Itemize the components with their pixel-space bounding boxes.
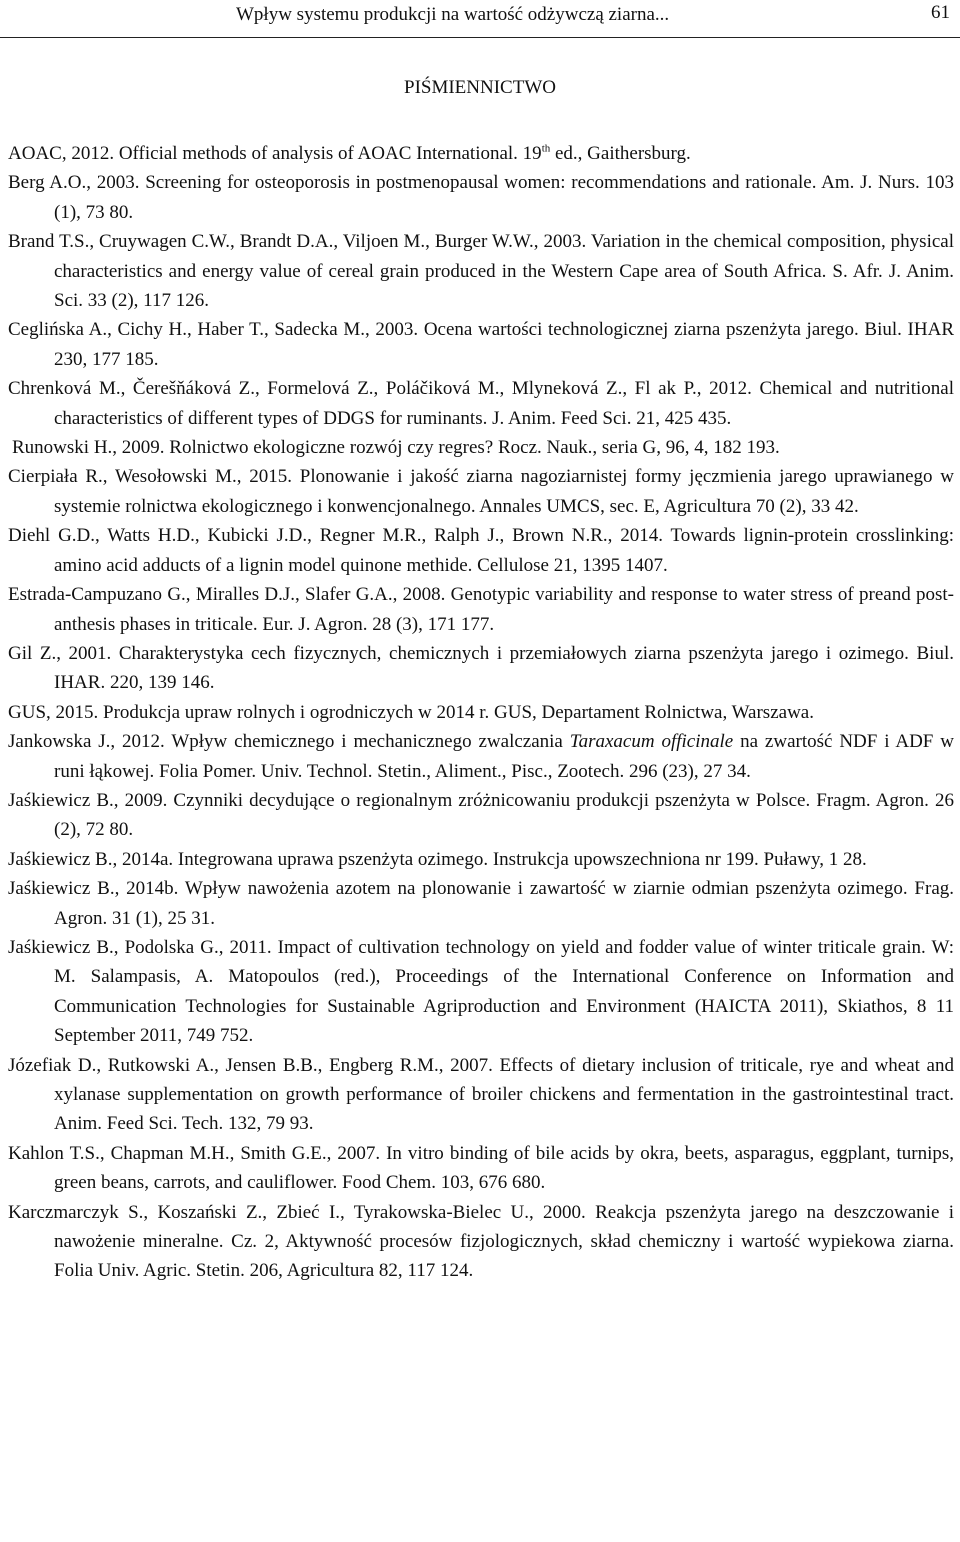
reference-jankowska-species: Taraxacum officinale bbox=[569, 731, 734, 753]
reference-diehl: Diehl G.D., Watts H.D., Kubicki J.D., Regner M.R., Ralph J., Brown N.R., 2014. Towards lignin-protein crosslinking: amino acid adducts of a lignin model quinone methide. Cellulose 21, 1395 1407. bbox=[8, 525, 954, 576]
reference-brand: Brand T.S., Cruywagen C.W., Brandt D.A., Viljoen M., Burger W.W., 2003. Variation in the chemical composition, physical characteristics and energy value of cereal grain produced in the Western Cape area of South Africa. S. Afr. J. Anim. Sci. 33 (2), 117 126. bbox=[8, 231, 954, 312]
reference-berg: Berg A.O., 2003. Screening for osteoporosis in postmenopausal women: recommendations and rationale. Am. J. Nurs. 103 (1), 73 80. bbox=[8, 172, 954, 223]
running-header bbox=[0, 0, 960, 38]
reference-jankowska bbox=[8, 727, 954, 786]
reference-runowski: Runowski H., 2009. Rolnictwo ekologiczne rozwój czy regres? Rocz. Nauk., seria G, 96, 4, 182 193. bbox=[12, 437, 780, 459]
reference-jankowska-tail: na zwartość NDF i ADF w runi łąkowej. Folia Pomer. Univ. Technol. Stetin., Aliment., Pisc., Zootech. 296 (23), 27 34. bbox=[54, 731, 954, 782]
reference-jozefiak: Józefiak D., Rutkowski A., Jensen B.B., Engberg R.M., 2007. Effects of dietary inclusion of triticale, rye and wheat and xylanase supplementation on growth performance of broiler chickens and fermentation in the gastrointestinal tract. Anim. Feed Sci. Tech. 132, 79 93. bbox=[8, 1054, 954, 1135]
reference-aoac-tail: ed., Gaithersburg. bbox=[550, 143, 691, 164]
reference-chrenkova: Chrenková M., Čerešňáková Z., Formelová Z., Poláčiková M., Mlyneková Z., Fl ak P., 2012. Chemical and nutritional characteristics of different types of DDGS for ruminants. J. Anim. Feed Sci. 21, 425 435. bbox=[8, 378, 954, 429]
reference-aoac-superscript: th bbox=[541, 142, 551, 155]
reference-cierpiala: Cierpiała R., Wesołowski M., 2015. Plonowanie i jakość ziarna nagoziarnistej formy jęczmienia jarego uprawianego w systemie rolnictwa ekologicznego i konwencjonalnego. Annales UMCS, sec. E, Agricultura 70 (2), 33 42. bbox=[8, 466, 954, 517]
running-title: Wpływ systemu produkcji na wartość odżywczą ziarna... bbox=[236, 4, 670, 25]
reference-kahlon: Kahlon T.S., Chapman M.H., Smith G.E., 2007. In vitro binding of bile acids by okra, beets, asparagus, eggplant, turnips, green beans, carrots, and cauliflower. Food Chem. 103, 676 680. bbox=[8, 1142, 954, 1194]
reference-aoac bbox=[8, 139, 954, 168]
reference-gil: Gil Z., 2001. Charakterystyka cech fizycznych, chemicznych i przemiałowych ziarna pszenżyta jarego i ozimego. Biul. IHAR. 220, 139 146. bbox=[8, 642, 954, 694]
reference-jaskiewicz-podolska: Jaśkiewicz B., Podolska G., 2011. Impact of cultivation technology on yield and fodder value of winter triticale grain. W: M. Salampasis, A. Matopoulos (red.), Proceedings of the International Conference on Information and Communication Technologies for Sustainable Agriproduction and Environment (HAICTA 2011), Skiathos, 8 11 September 2011, 749 752. bbox=[8, 936, 954, 1047]
reference-jaskiewicz-2009: Jaśkiewicz B., 2009. Czynniki decydujące o regionalnym zróżnicowaniu produkcji pszenżyta w Polsce. Fragm. Agron. 26 (2), 72 80. bbox=[8, 789, 954, 841]
reference-jankowska-text: Jankowska J., 2012. Wpływ chemicznego i mechanicznego zwalczania bbox=[8, 731, 570, 753]
reference-estrada: Estrada-Campuzano G., Miralles D.J., Slafer G.A., 2008. Genotypic variability and response to water stress of preand post-anthesis phases in triticale. Eur. J. Agron. 28 (3), 171 177. bbox=[8, 584, 954, 635]
reference-ceglinska: Ceglińska A., Cichy H., Haber T., Sadecka M., 2003. Ocena wartości technologicznej ziarna pszenżyta jarego. Biul. IHAR 230, 177 185. bbox=[8, 319, 954, 370]
section-title: PIŚMIENNICTWO bbox=[404, 77, 556, 98]
reference-karczmarczyk: Karczmarczyk S., Koszański Z., Zbieć I., Tyrakowska-Bielec U., 2000. Reakcja pszenżyta jarego na deszczowanie i nawożenie mineralne. Cz. 2, Aktywność procesów fizjologicznych, skład chemiczny i wartość wypiekowa ziarna. Folia Univ. Agric. Stetin. 206, Agricultura 82, 117 124. bbox=[8, 1201, 954, 1282]
reference-gus: GUS, 2015. Produkcja upraw rolnych i ogrodniczych w 2014 r. GUS, Departament Rolnictwa, Warszawa. bbox=[8, 701, 814, 723]
page-number: 61 bbox=[931, 2, 950, 23]
reference-jaskiewicz-2014b: Jaśkiewicz B., 2014b. Wpływ nawożenia azotem na plonowanie i zawartość w ziarnie odmian pszenżyta ozimego. Frag. Agron. 31 (1), 25 31. bbox=[8, 878, 954, 929]
reference-aoac-text: AOAC, 2012. Official methods of analysis of AOAC International. 19 bbox=[8, 143, 542, 164]
reference-jaskiewicz-2014a: Jaśkiewicz B., 2014a. Integrowana uprawa pszenżyta ozimego. Instrukcja upowszechniona nr 199. Puławy, 1 28. bbox=[8, 848, 867, 870]
reference-list bbox=[8, 139, 954, 1286]
